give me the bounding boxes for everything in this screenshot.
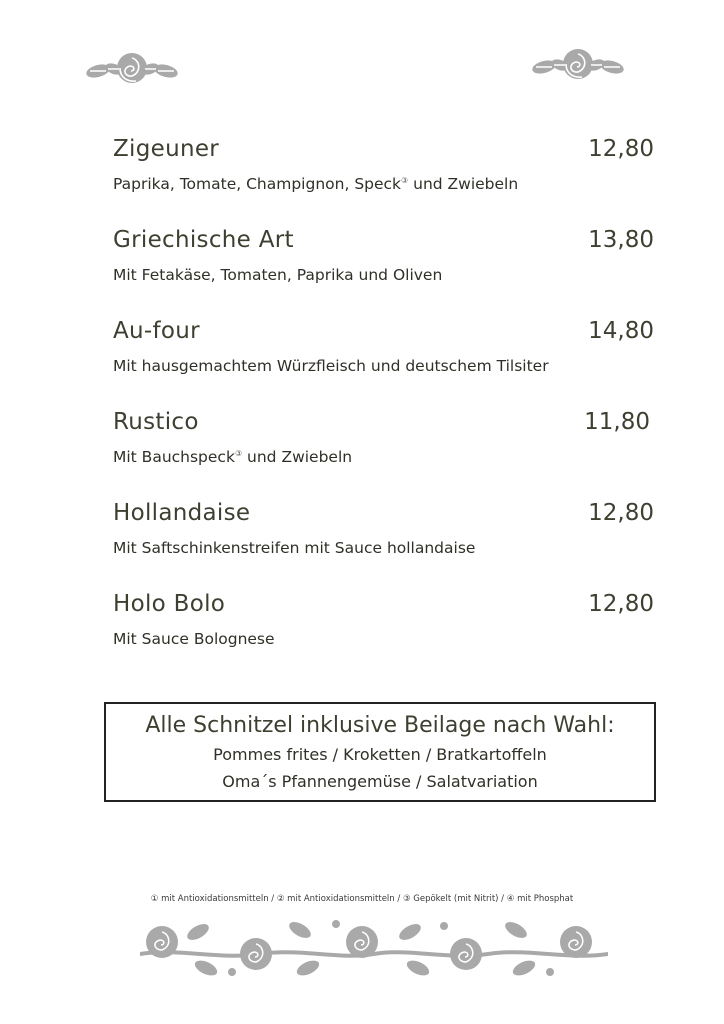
dish-item [113,407,658,498]
dish-description: Mit Sauce Bolognese [113,630,275,649]
rose-border-ornament-icon [140,912,608,980]
dish-description: Mit hausgemachtem Würzfleisch und deutschem Tilsiter [113,357,549,376]
dish-name: Holo Bolo [113,591,226,617]
dish-name: Zigeuner [113,136,220,162]
rose-ornament-icon [84,44,180,90]
dish-description: Mit Fetakäse, Tomaten, Paprika und Oliven [113,266,443,285]
dish-name: Au-four [113,318,200,344]
dish-item [113,316,658,407]
dish-list [113,134,658,680]
additives-footnote: ① mit Antioxidationsmitteln / ② mit Antioxidationsmitteln / ③ Gepökelt (mit Nitrit) / ④ mit Phosphat [150,894,574,904]
sides-info-box [104,702,656,802]
sides-line: Oma´s Pfannengemüse / Salatvariation [222,772,538,791]
dish-description: Mit Bauchspeck③ und Zwiebeln [113,448,353,467]
dish-price: 12,80 [588,136,654,162]
dish-price: 12,80 [588,500,654,526]
sides-title: Alle Schnitzel inklusive Beilage nach Wahl: [145,713,615,738]
dish-price: 13,80 [588,227,654,253]
dish-name: Rustico [113,409,199,435]
dish-description: Paprika, Tomate, Champignon, Speck③ und Zwiebeln [113,175,519,194]
dish-description: Mit Saftschinkenstreifen mit Sauce hollandaise [113,539,476,558]
dish-name: Hollandaise [113,500,251,526]
dish-price: 14,80 [588,318,654,344]
dish-item [113,589,658,680]
additive-marker: ③ [401,176,409,185]
additive-marker: ③ [234,449,243,458]
dish-item [113,225,658,316]
dish-item [113,134,658,225]
sides-line: Pommes frites / Kroketten / Bratkartoffeln [213,745,547,764]
rose-ornament-icon [530,40,626,86]
dish-name: Griechische Art [113,227,294,253]
dish-price: 11,80 [584,409,650,435]
dish-item [113,498,658,589]
dish-price: 12,80 [588,591,654,617]
